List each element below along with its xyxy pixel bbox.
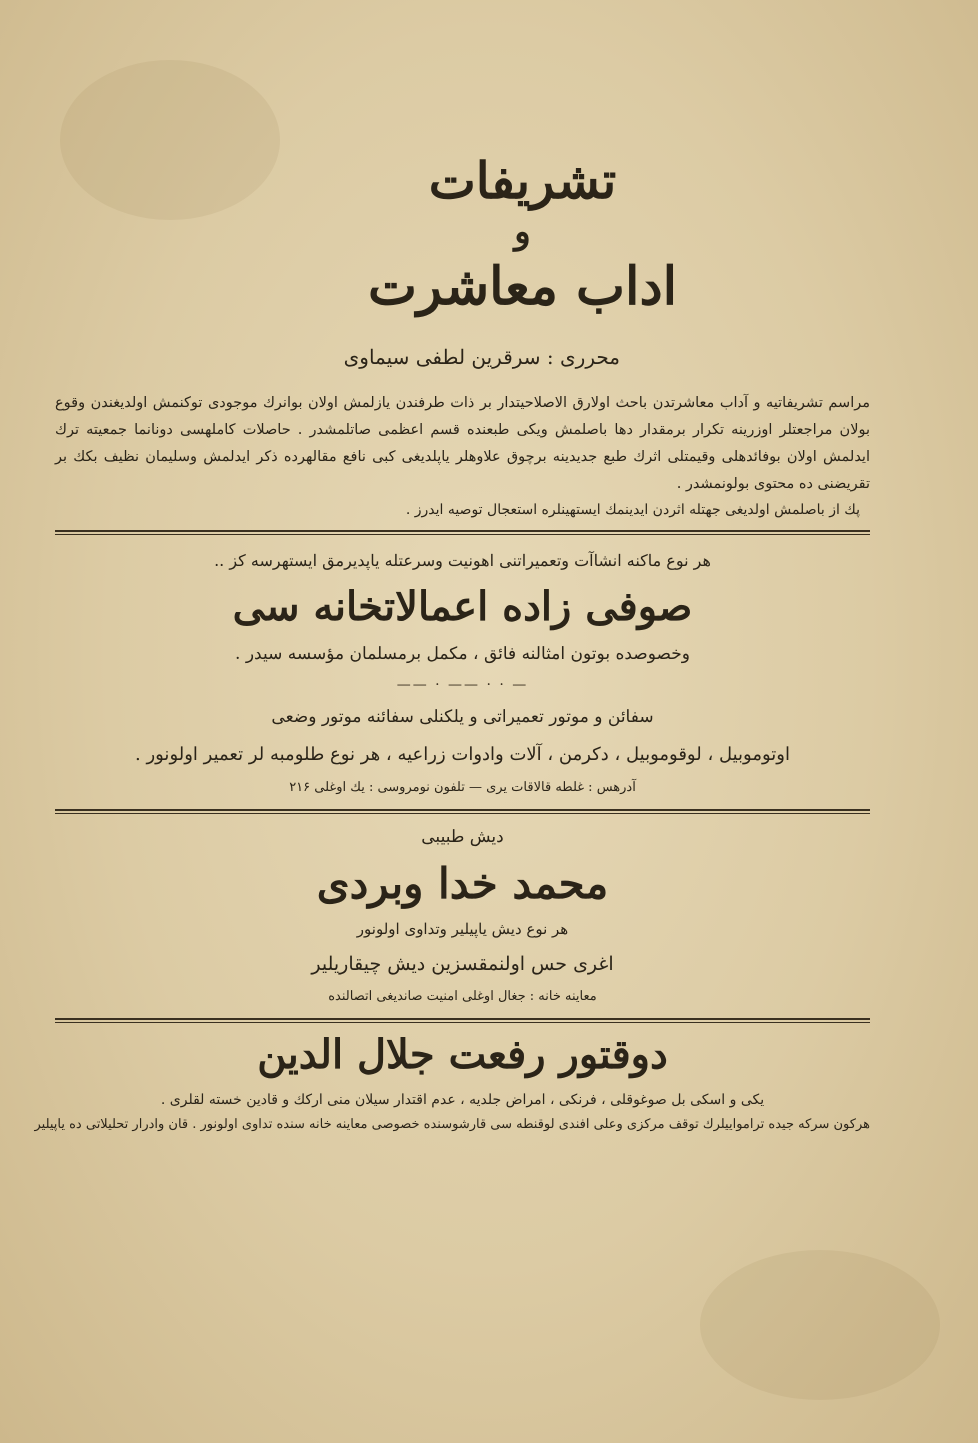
workshop-description: وخصوصده بوتون امثالنه فائق ، مكمل برمسلمان مؤسسه سیدر . [235, 644, 690, 664]
dentist-name: محمد خدا وبردی [316, 859, 609, 908]
section-divider [55, 530, 870, 535]
dentist-label: دیش طبیبی [421, 827, 504, 847]
ornament-divider: — · · —— · —— [396, 677, 529, 693]
title-conjunction: و [514, 212, 531, 252]
description-paragraph: مراسم تشریفاتیه و آداب معاشرتدن باحث اولارق الاصلاحیتدار بر ذات طرفندن یازلمش اولان بوانرك موجودی توكنمش اولدیغندن وقوع بولان مراجعتلر اوزرینه تكرار برمقدار دها باصلمش ویکی طبعنده قسم اعظمی صاتلمشدر . حاصلات كاملهسی دونانما جمعیته ترك ایدلمش اولان بوفائدهلی وقیمتلی اثرك طبع جدیدینه برچوق علاوهلر یاپلدیغی كبی نافع مقالهرده ذكر ایدلمش وسلیمان نظیف بكك بر تقریضنی ده محتوی بولونمشدر . [55, 395, 870, 492]
dentist-painless-line: اغری حس اولنمقسزین دیش چیقاریلیر [311, 953, 614, 975]
dentist-address: معاینه خانه : جغال اوغلی امنیت صاندیغی اتصالنده [328, 989, 597, 1004]
doctor-address-line: هركون سركه جیده ترامواییلرك توقف مركزی وعلی افندی لوقنطه سی قارشوسنده خصوصی معاینه خانه سنده تداوی اولونور . قان وادرار تحلیلاتی ده یاپیلیر [34, 1117, 870, 1132]
workshop-repairs-line: اوتوموبیل ، لوقوموبیل ، دكرمن ، آلات وادوات زراعیه ، هر نوع طلومبه لر تعمیر اولونور . [135, 744, 790, 765]
workshop-services-line: سفائن و موتور تعمیراتی و یلكنلی سفائنه موتور وضعی [271, 707, 654, 727]
workshop-name: صوفی زاده اعمالاتخانه سی [232, 583, 693, 630]
doctor-specialties-line: یكی و اسكی بل صوغوقلی ، فرنكی ، امراض جلدیه ، عدم اقتدار سیلان منی اركك و قادین خسته لقلری . [160, 1092, 765, 1108]
dentist-advertisement [55, 820, 870, 1010]
workshop-advertisement [55, 545, 870, 801]
doctor-advertisement [34, 1023, 870, 1137]
paper-stain [700, 1250, 940, 1400]
doctor-name: دوقتور رفعت جلال الدین [257, 1031, 668, 1078]
author-line: محرری : سرقرین لطفی سیماوی [343, 345, 620, 369]
document-content [34, 150, 870, 1137]
page-title: تشریفات [428, 151, 617, 210]
workshop-intro: هر نوع ماكنه انشاآت وتعمیراتنی اهونیت وسرعتله یاپدیرمق ایستهرسه كز .. [214, 551, 711, 570]
dentist-service-line: هر نوع دیش یاپیلیر وتداوی اولونور [356, 920, 569, 938]
workshop-address: آدرهس : غلطه قالاقات یری — تلفون نومروسی : یك اوغلی ۲۱۶ [289, 780, 636, 795]
description-note: پك از باصلمش اولدیغی جهتله اثردن ایدینمك ایستهینلره استعجال توصیه ایدرز . [405, 502, 860, 518]
page-subtitle: اداب معاشرت [367, 256, 678, 317]
section-divider [55, 809, 870, 814]
